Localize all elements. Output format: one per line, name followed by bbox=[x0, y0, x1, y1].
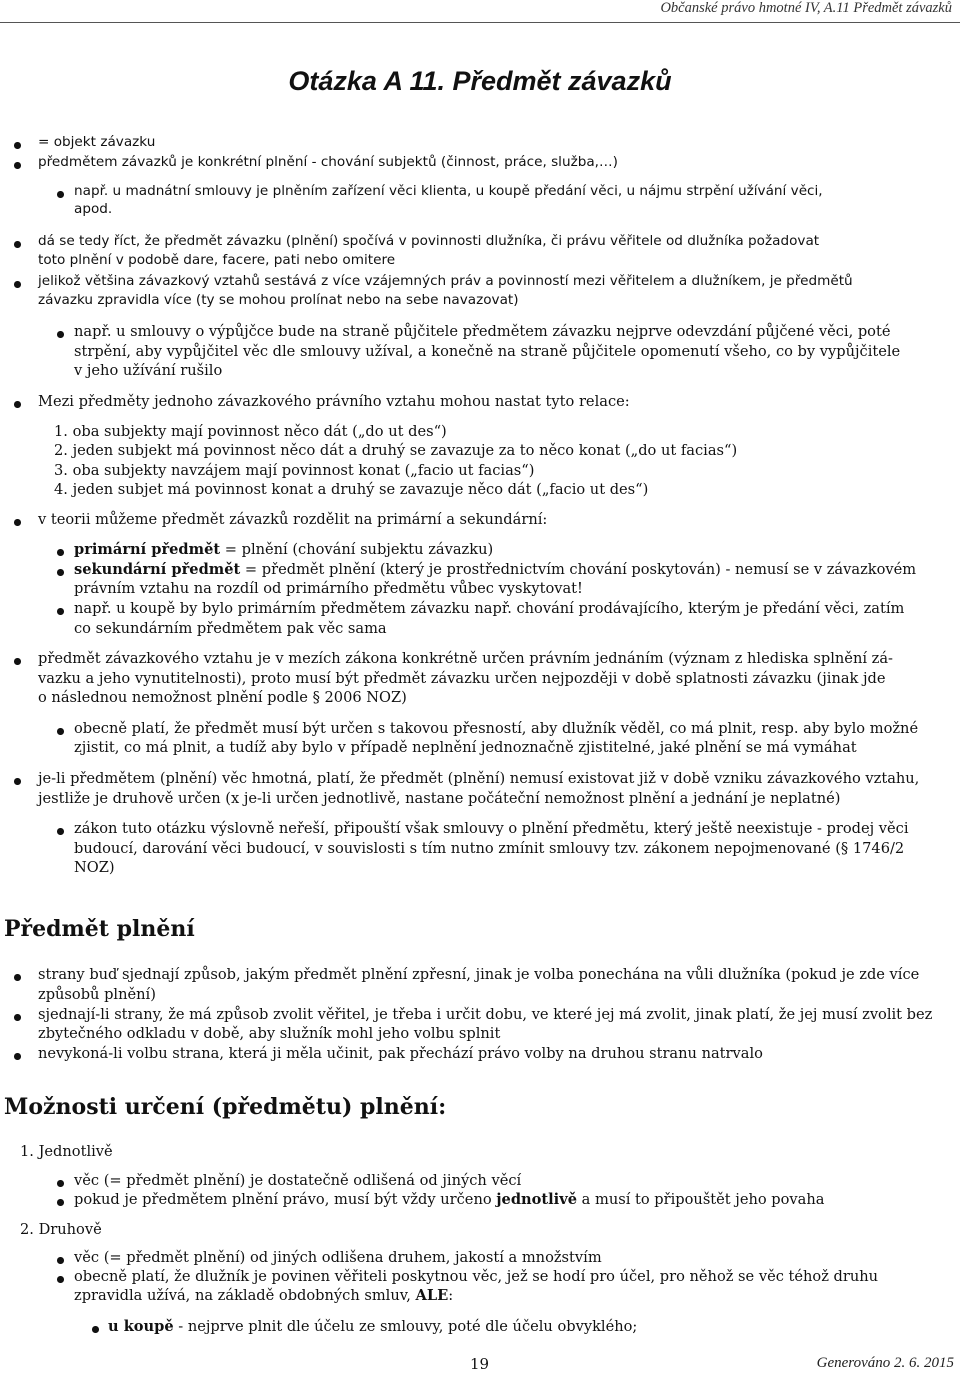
text-line bbox=[108, 1317, 637, 1336]
text-line: právním vztahu na rozdíl od primárního předmětu vůbec vyskytovat! bbox=[74, 580, 583, 597]
running-header-text: Občanské právo hmotné IV, A.11 Předmět závazků bbox=[660, 0, 952, 16]
bullet bbox=[14, 519, 21, 526]
text-span: a musí to připouštět jeho povaha bbox=[577, 1191, 825, 1208]
text-line: strany buď sjednají způsob, jakým předmět plnění zpřesní, jinak je volba ponechána na vůli dlužníka (pokud je zde více bbox=[38, 966, 920, 983]
bullet bbox=[14, 241, 21, 248]
text-span: zpravidla užívá, na základě obdobných smluv, bbox=[74, 1287, 416, 1304]
text-line: předmět závazkového vztahu je v mezích zákona konkrétně určen právním jednáním (význam z hlediska splnění zá- bbox=[38, 650, 893, 667]
bullet bbox=[14, 778, 21, 785]
text-line: sjednají-li strany, že má způsob zvolit věřitel, je třeba i určit dobu, ve které jej má zvolit, jinak platí, že jej musí zvolit bez bbox=[38, 1006, 933, 1023]
bullet bbox=[57, 728, 64, 735]
term-u-koupe: u koupě bbox=[108, 1318, 174, 1335]
text-line: např. u madnátní smlouvy je plněním zařízení věci klienta, u koupě předání věci, u nájmu strpění užívání věci, bbox=[74, 183, 823, 199]
bullet bbox=[57, 1199, 64, 1206]
text-line: nevykoná-li volbu strana, která ji měla učinit, pak přechází právo volby na druhou stranu natrvalo bbox=[38, 1045, 763, 1062]
text-line: strpění, aby vypůjčitel věc dle smlouvy užíval, a konečně na straně půjčitele opomenutí všeho, co by vypůjčitele bbox=[74, 343, 901, 360]
text-line: je-li předmětem (plnění) věc hmotná, platí, že předmět (plnění) nemusí existovat již v době vzniku závazkového vztahu, bbox=[38, 770, 920, 787]
bullet bbox=[92, 1326, 99, 1333]
text-line: o následnou nemožnost plnění podle § 2006 NOZ) bbox=[38, 689, 407, 706]
bullet bbox=[57, 331, 64, 338]
bullet bbox=[14, 1014, 21, 1021]
text-line bbox=[74, 560, 916, 579]
enum-item: 3. oba subjekty navzájem mají povinnost konat („facio ut facias“) bbox=[54, 462, 535, 479]
bullet bbox=[57, 1257, 64, 1264]
text-line: obecně platí, že dlužník je povinen věřiteli poskytnou věc, jež se hodí pro účel, pro něhož se věc téhož druhu bbox=[74, 1268, 879, 1285]
bullet bbox=[57, 1180, 64, 1187]
text-line: např. u smlouvy o výpůjčce bude na straně půjčitele předmětem závazku nejprve odevzdání půjčené věci, poté bbox=[74, 323, 891, 340]
text-line bbox=[74, 540, 493, 559]
running-header bbox=[0, 0, 960, 22]
enum-item: 2. Druhově bbox=[20, 1221, 102, 1238]
text-span: = plnění (chování subjektu závazku) bbox=[220, 541, 494, 558]
generated-date: Generováno 2. 6. 2015 bbox=[816, 1355, 954, 1371]
bullet bbox=[14, 401, 21, 408]
bullet bbox=[57, 1276, 64, 1283]
bullet bbox=[57, 191, 64, 198]
text-line: co sekundárním předmětem pak věc sama bbox=[74, 620, 387, 637]
bullet bbox=[14, 1053, 21, 1060]
text-line: věc (= předmět plnění) od jiných odlišena druhem, jakostí a množstvím bbox=[74, 1249, 602, 1266]
text-line bbox=[74, 1190, 824, 1209]
text-line: způsobů plnění) bbox=[38, 986, 156, 1003]
text-line: předmětem závazků je konkrétní plnění - chování subjektů (činnost, práce, služba,…) bbox=[38, 154, 618, 170]
text-span: = předmět plnění (který je prostřednictvím chování poskytován) - nemusí se v závazkovém bbox=[240, 561, 917, 578]
page-title: Otázka A 11. Předmět závazků bbox=[288, 66, 672, 96]
text-line: zjistit, co má plnit, a tudíž aby bylo v případě neplnění jednoznačně zjistitelné, jaké plnění se má vymáhat bbox=[74, 739, 857, 756]
text-line: zbytečného odkladu v době, aby služník mohl jeho volbu splnit bbox=[38, 1025, 501, 1042]
text-line: zákon tuto otázku výslovně neřeší, připouští však smlouvy o plnění předmětu, který ještě neexistuje - prodej věci bbox=[74, 820, 909, 837]
text-line: jestliže je druhově určen (x je-li určen jednotlivě, nastane počáteční nemožnost plnění a jednání je neplatné) bbox=[38, 790, 841, 807]
bullet bbox=[57, 608, 64, 615]
text-line bbox=[74, 1286, 453, 1305]
enum-item: 1. Jednotlivě bbox=[20, 1143, 113, 1160]
section-heading-moznosti-urceni: Možnosti určení (předmětu) plnění: bbox=[4, 1094, 447, 1120]
text-span: : bbox=[448, 1287, 454, 1304]
bullet bbox=[57, 828, 64, 835]
enum-item: 4. jeden subjet má povinnost konat a druhý se zavazuje něco dát („facio ut des“) bbox=[54, 481, 649, 498]
text-line: v jeho užívání rušilo bbox=[74, 362, 223, 379]
text-line: budoucí, darování věci budoucí, v souvislosti s tím nutno zmínit smlouvy tzv. zákonem nepojmenované (§ 1746/2 bbox=[74, 840, 905, 857]
term-jednotlive: jednotlivě bbox=[496, 1191, 577, 1208]
text-line: NOZ) bbox=[74, 859, 115, 876]
bullet bbox=[14, 162, 21, 169]
enum-item: 1. oba subjekty mají povinnost něco dát („do ut des“) bbox=[54, 423, 447, 440]
bullet bbox=[57, 549, 64, 556]
bullet bbox=[14, 281, 21, 288]
bullet bbox=[14, 658, 21, 665]
page-number: 19 bbox=[470, 1355, 490, 1373]
enum-item: 2. jeden subjekt má povinnost něco dát a druhý se zavazuje za to něco konat („do ut facias“) bbox=[54, 442, 738, 459]
header-rule bbox=[0, 22, 960, 23]
text-line: Mezi předměty jednoho závazkového právního vztahu mohou nastat tyto relace: bbox=[38, 393, 630, 410]
bullet bbox=[14, 142, 21, 149]
text-span: - nejprve plnit dle účelu ze smlouvy, poté dle účelu obvyklého; bbox=[173, 1318, 638, 1335]
text-line: dá se tedy říct, že předmět závazku (plnění) spočívá v povinnosti dlužníka, či právu věřitele od dlužníka požadovat bbox=[38, 233, 820, 249]
section-heading-predmet-plneni: Předmět plnění bbox=[4, 916, 195, 942]
text-line: věc (= předmět plnění) je dostatečně odlišená od jiných věcí bbox=[74, 1172, 522, 1189]
text-span: pokud je předmětem plnění právo, musí být vždy určeno bbox=[74, 1191, 497, 1208]
text-line: např. u koupě by bylo primárním předmětem závazku např. chování prodávajícího, kterým je předání věci, zatím bbox=[74, 600, 905, 617]
bullet bbox=[14, 974, 21, 981]
bullet bbox=[57, 569, 64, 576]
text-line: závazku zpravidla více (ty se mohou prolínat nebo na sebe navazovat) bbox=[38, 292, 519, 308]
term-primary: primární předmět bbox=[74, 541, 221, 558]
term-ale: ALE bbox=[415, 1287, 449, 1304]
term-secondary: sekundární předmět bbox=[74, 561, 241, 578]
text-line: apod. bbox=[74, 201, 113, 217]
text-line: = objekt závazku bbox=[38, 134, 156, 150]
text-line: vazku a jeho vynutitelnosti), proto musí být předmět závazku určen nejpozději v době splatnosti závazku (jinak jde bbox=[38, 670, 886, 687]
text-line: jelikož většina závazkový vztahů sestává z více vzájemných práv a povinností mezi věřitelem a dlužníkem, je předmětů bbox=[38, 273, 853, 289]
text-line: obecně platí, že předmět musí být určen s takovou přesností, aby dlužník věděl, co má plnit, resp. aby bylo možné bbox=[74, 720, 919, 737]
text-line: v teorii můžeme předmět závazků rozdělit na primární a sekundární: bbox=[38, 511, 548, 528]
text-line: toto plnění v podobě dare, facere, pati nebo omitere bbox=[38, 252, 396, 268]
